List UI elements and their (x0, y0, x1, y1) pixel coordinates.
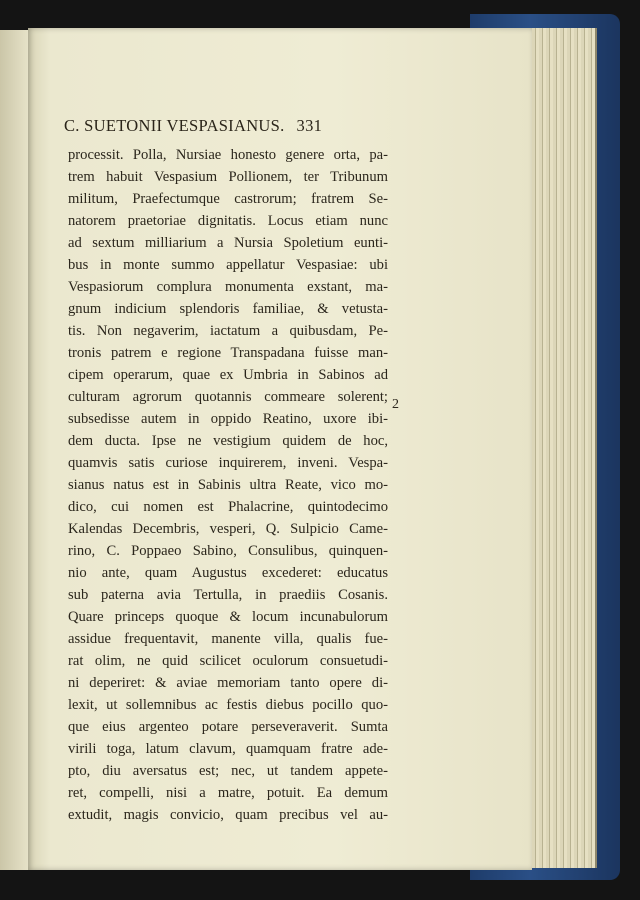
text-line: extudit, magis convicio, quam precibus vel au- (68, 807, 388, 823)
marginal-note: 2 (392, 397, 399, 412)
text-line: ret, compelli, nisi a matre, potuit. Ea demum (68, 785, 388, 801)
page-stack-edge (525, 28, 597, 868)
text-line: processit. Polla, Nursiae honesto genere orta, pa- (68, 147, 388, 163)
text-line: dico, cui nomen est Phalacrine, quintodecimo (68, 499, 388, 515)
page-number: 331 (296, 116, 323, 135)
text-line: tronis patrem e regione Transpadana fuisse man- (68, 345, 388, 361)
facing-page-edge (0, 30, 28, 870)
text-line: virili toga, latum clavum, quamquam fratre ade- (68, 741, 388, 757)
text-line: lexit, ut sollemnibus ac festis diebus pocillo quo- (68, 697, 388, 713)
text-line: pto, diu aversatus est; nec, ut tandem appete- (68, 763, 388, 779)
text-line: culturam agrorum quotannis commeare solerent; (68, 389, 388, 405)
text-line: Vespasiorum complura monumenta exstant, ma- (68, 279, 388, 295)
text-line: dem ducta. Ipse ne vestigium quidem de hoc, (68, 433, 388, 449)
running-header (64, 116, 394, 136)
text-line: nio ante, quam Augustus excederet: educatus (68, 565, 388, 581)
text-line: trem habuit Vespasium Pollionem, ter Tribunum (68, 169, 388, 185)
text-line: gnum indicium splendoris familiae, & vetusta- (68, 301, 388, 317)
text-line: Quare princeps quoque & locum incunabulorum (68, 609, 388, 625)
text-line: subsedisse autem in oppido Reatino, uxore ibi- (68, 411, 388, 427)
text-line: cipem operarum, quae ex Umbria in Sabinos ad (68, 367, 388, 383)
text-line: tis. Non negaverim, iactatum a quibusdam, Pe- (68, 323, 388, 339)
text-line: que eius argenteo potare perseveraverit. Sumta (68, 719, 388, 735)
text-line: natorem praetoriae dignitatis. Locus etiam nunc (68, 213, 388, 229)
text-line: militum, Praefectumque castrorum; fratrem Se- (68, 191, 388, 207)
text-line: bus in monte summo appellatur Vespasiae: ubi (68, 257, 388, 273)
text-line: sianus natus est in Sabinis ultra Reate, vico mo- (68, 477, 388, 493)
text-line: quamvis satis curiose inquirerem, inveni. Vespa- (68, 455, 388, 471)
text-line: assidue frequentavit, manente villa, qualis fue- (68, 631, 388, 647)
running-title: C. SUETONII VESPASIANUS. (64, 116, 285, 135)
text-line: rino, C. Poppaeo Sabino, Consulibus, quinquen- (68, 543, 388, 559)
text-line: Kalendas Decembris, vesperi, Q. Sulpicio Came- (68, 521, 388, 537)
body-text (68, 144, 388, 826)
text-line: rat olim, ne quid scilicet oculorum consuetudi- (68, 653, 388, 669)
text-line: ad sextum milliarium a Nursia Spoletium eunti- (68, 235, 388, 251)
text-line: ni deperiret: & aviae memoriam tanto opere di- (68, 675, 388, 691)
text-line: sub paterna avia Tertulla, in praediis Cosanis. (68, 587, 388, 603)
